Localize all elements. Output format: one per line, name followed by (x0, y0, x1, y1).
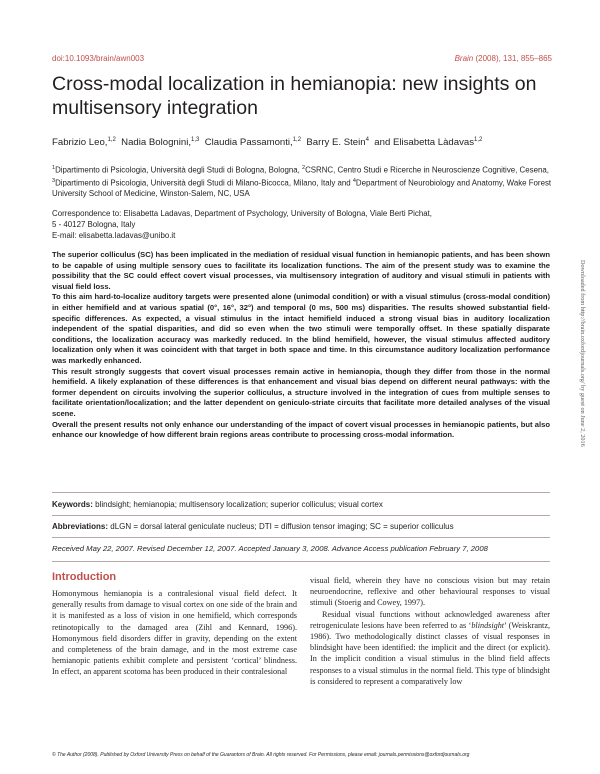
author-affiliation-mark: 1,2 (474, 137, 483, 143)
affiliation-text: Dipartimento di Psicologia, Università degli Studi di Milano-Bicocca, Milano, Italy and (55, 178, 353, 188)
author-name: and Elisabetta Làdavas (374, 137, 475, 149)
abbreviations-label: Abbreviations: (52, 522, 109, 531)
author-list (52, 137, 552, 148)
keywords (52, 500, 552, 509)
divider (52, 492, 550, 493)
correspondence-email[interactable]: E-mail: elisabetta.ladavas@unibo.it (52, 231, 176, 240)
affiliation-mark: 2 (302, 165, 306, 171)
author-name: Barry E. Stein (306, 137, 366, 149)
abstract-paragraph: The superior colliculus (SC) has been implicated in the mediation of residual visual function in hemianopic patients, and has been shown to be capable of using multiple sensory cues to facilitate its localization functions. The aim of the present study was to examine the possibility that the SC could effect covert visual processes, via multisensory integration of auditory and visual stimuli in patients with visual field loss. (52, 250, 550, 291)
author-affiliation-mark: 4 (365, 137, 369, 143)
abbreviations-text: dLGN = dorsal lateral geniculate nucleus; DTI = diffusion tensor imaging; SC = superior colliculus (108, 522, 454, 531)
affiliation-text: Dipartimento di Psicologia, Università degli Studi di Bologna, Bologna, (55, 165, 303, 175)
body-paragraph: visual field, wherein they have no conscious vision but may retain neuroendocrine, reflexive and other behavioural responses to visual stimuli (Stoerig and Cowey, 1997). (310, 576, 550, 608)
doi-link[interactable]: doi:10.1093/brain/awn003 (52, 54, 145, 63)
body-column-left (52, 588, 297, 678)
correspondence (52, 208, 552, 241)
affiliation-mark: 1 (52, 165, 56, 171)
affiliations (52, 163, 552, 199)
affiliation-text: Department of Neurobiology and Anatomy, Wake Forest University School of Medicine, Winston-Salem, NC, USA (52, 178, 552, 199)
correspondence-city: 5 - 40127 Bologna, Italy (52, 220, 136, 229)
body-paragraph (310, 609, 550, 687)
author-affiliation-mark: 1,2 (292, 137, 302, 143)
author-name: Claudia Passamonti, (204, 137, 293, 149)
abbreviations (52, 522, 552, 531)
section-heading-introduction: Introduction (52, 571, 117, 583)
body-column-right (310, 575, 550, 687)
divider (52, 515, 550, 516)
abstract-paragraph: This result strongly suggests that covert visual processes remain active in hemianopia, though they differ from those in the normal hemifield. A likely explanation of these differences is that enhancement and visual bias depend on different neural pathways: with the former dependent on circuits involving the superior colliculus, a structure involved in the integration of cues from multiple senses to facilitate orientation/localization; and the latter dependent on geniculo-striate circuits that facilitate more detailed analyses of the visual scene. (52, 366, 550, 418)
body-italic-term: blindsight (471, 620, 505, 630)
download-watermark (576, 260, 590, 560)
divider (52, 561, 550, 562)
body-paragraph: Homonymous hemianopia is a contralesional visual field defect. It generally results from damage to visual cortex on one side of the brain and it is manifested as a loss of vision in one hemifield, which corresponds retinotopically to the damaged area (Zihl and Kennard, 1996). Homonymous field disorders differ in gravity, depending on the extent and completeness of the brain damage, and in the most extreme case hemianopic patients exhibit complete and persistent ‘cortical’ blindness. In effect, an apparent scotoma has been produced in their contralesional (52, 589, 297, 677)
article-title: Cross-modal localization in hemianopia: new insights on multisensory integration (52, 73, 537, 119)
affiliation-text: CSRNC, Centro Studi e Ricerche in Neuroscienze Cognitive, Cesena, (305, 165, 549, 175)
copyright-footer: © The Author (2008). Published by Oxford University Press on behalf of the Guarantors of Brain. All rights reserved. For Permissions, please email: journals.permissions@oxfordjournals.org (52, 752, 470, 758)
author-name: Nadia Bolognini, (121, 137, 192, 149)
correspondence-address: Correspondence to: Elisabetta Ladavas, Department of Psychology, University of Bologna, Viale Berti Pichat, (52, 209, 432, 218)
author-name: Fabrizio Leo, (52, 137, 108, 149)
journal-name: Brain (454, 54, 474, 63)
received-dates: Received May 22, 2007. Revised December 12, 2007. Accepted January 3, 2008. Advance Access publication February 7, 2008 (52, 544, 488, 553)
journal-volume-pages: (2008), 131, 855–865 (473, 54, 552, 63)
keywords-label: Keywords: (52, 500, 93, 509)
body-text: ’ (Weiskrantz, 1986). Two methodologically distinct classes of visual responses in blindsight have been identified: the implicit and the direct (or explicit). In the implicit condition a visual stimulus in the blind field affects responses to a visual stimulus in the normal field. This type of blindsight is considered to represent a comparatively low (310, 620, 551, 686)
body-text: Residual visual functions without acknowledged awareness after retrogeniculate lesions have been referred to as ‘ (310, 609, 550, 630)
affiliation-mark: 4 (352, 177, 356, 184)
abstract-paragraph: To this aim hard-to-localize auditory targets were presented alone (unimodal condition) or with a visual stimulus (cross-modal condition) in either hemifield and at various spatial (0°, 16°, 32°) and temporal (0 ms, 500 ms) disparities. The results showed substantial field-specific differences. As expected, a visual stimulus in the intact hemifield induced a strong visual bias in auditory localization independent of the spatial disparities, and did so even when the two stimuli were temporally offset. In these spatially disparate conditions, the localization accuracy was markedly reduced. In the blind hemifield, however, the visual stimulus affected auditory localization only when it was coincident with that target in both space and time. In this circumstance auditory localization performance was markedly enhanced. (52, 292, 550, 365)
keywords-text: blindsight; hemianopia; multisensory localization; superior colliculus; visual cortex (92, 500, 383, 509)
affiliation-mark: 3 (52, 177, 56, 184)
author-affiliation-mark: 1,3 (191, 137, 200, 143)
author-affiliation-mark: 1,2 (107, 137, 116, 143)
journal-citation (455, 54, 552, 63)
abstract-paragraph: Overall the present results not only enhance our understanding of the impact of covert visual processes in hemianopic patients, but also enhance our knowledge of how different brain regions areas contribute to processing cross-modal information. (52, 419, 550, 440)
divider (52, 537, 550, 538)
abstract (52, 250, 550, 441)
download-watermark-text: Downloaded from http://brain.oxfordjournals.org/ by guest on June 2, 2016 (579, 260, 586, 447)
